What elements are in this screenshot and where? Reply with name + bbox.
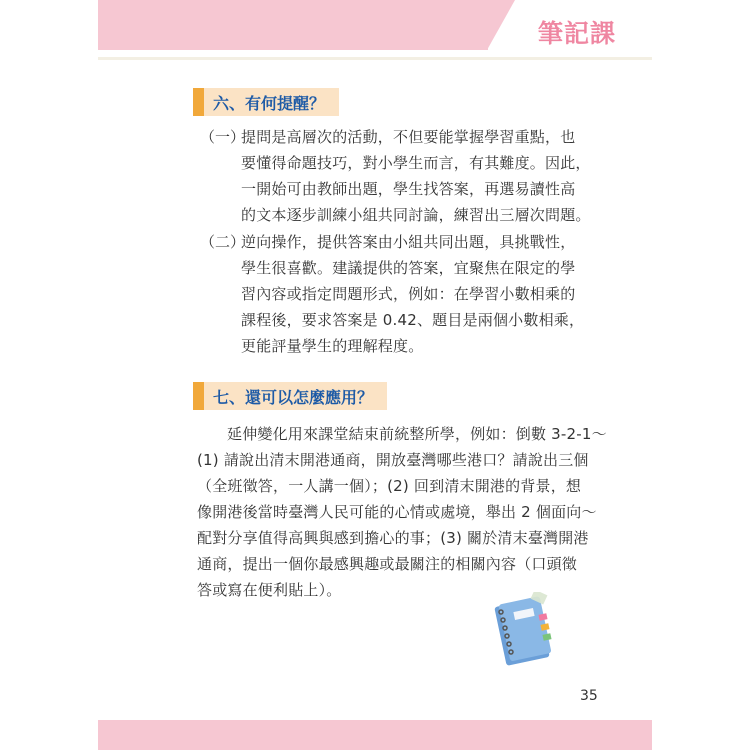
section-heading-6 [193, 88, 339, 116]
paragraph-line: 答或寫在便利貼上）。 [197, 581, 342, 599]
paragraph-line: 的文本逐步訓練小組共同討論，練習出三層次問題。 [241, 206, 591, 224]
paragraph-line: 要懂得命題技巧，對小學生而言，有其難度。因此， [241, 154, 591, 172]
item-label: （二） [200, 233, 246, 251]
notebook-icon [494, 592, 556, 668]
paragraph-line: (1) 請說出清末開港通商，開放臺灣哪些港口？請說出三個 [197, 451, 589, 469]
paragraph-line: 通商，提出一個你最感興趣或最關注的相關內容（口頭徵 [197, 555, 578, 573]
paragraph-line: 逆向操作，提供答案由小組共同出題，具挑戰性， [241, 233, 576, 251]
paragraph-line: 延伸變化用來課堂結束前統整所學，例如：倒數 3-2-1～ [227, 425, 607, 443]
paragraph-line: 習內容或指定問題形式，例如：在學習小數相乘的 [241, 285, 576, 303]
section-heading-7 [193, 382, 387, 410]
page-number: 35 [580, 688, 598, 704]
section-title: 六、有何提醒？ [213, 93, 326, 113]
paragraph-line: 提問是高層次的活動，不但要能掌握學習重點，也 [241, 128, 576, 146]
brand-title: 筆記課 [538, 19, 617, 48]
paragraph-line: 一開始可由教師出題，學生找答案，再選易讀性高 [241, 180, 576, 198]
paragraph-line: 像開港後當時臺灣人民可能的心情或處境，舉出 2 個面向～ [197, 503, 597, 521]
paragraph-line: 更能評量學生的理解程度。 [241, 337, 424, 355]
item-label: （一） [200, 128, 246, 146]
footer-band [98, 720, 652, 750]
section-title: 七、還可以怎麼應用？ [213, 387, 374, 407]
paragraph-line: 配對分享值得高興與感到擔心的事；(3) 關於清末臺灣開港 [197, 529, 589, 547]
paragraph-line: 課程後，要求答案是 0.42、題目是兩個小數相乘， [241, 311, 585, 329]
paragraph-line: （全班徵答，一人講一個）；(2) 回到清末開港的背景，想 [197, 477, 582, 495]
paragraph-line: 學生很喜歡。建議提供的答案，宜聚焦在限定的學 [241, 259, 576, 277]
page [98, 0, 652, 750]
